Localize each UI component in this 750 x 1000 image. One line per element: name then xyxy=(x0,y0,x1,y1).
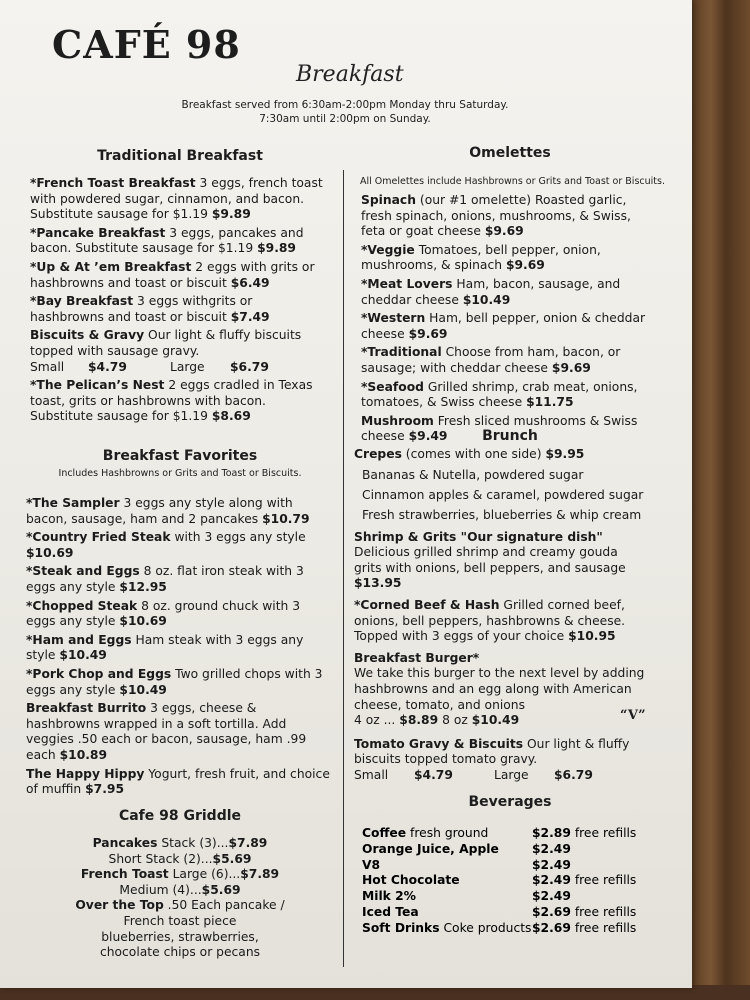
beverage-row: V8 $2.49 xyxy=(362,857,571,872)
corned-beef-item: *Corned Beef & Hash Grilled corned beef, onions, bell peppers, hashbrowns & cheese. Topped with 3 eggs of your choice $10.95 xyxy=(354,597,626,644)
griddle-ott-line3: blueberries, strawberries, xyxy=(101,929,259,944)
menu-item: *Up & At ’em Breakfast 2 eggs with grits or hashbrowns and toast or biscuit $6.49 xyxy=(30,259,315,290)
menu-item: *French Toast Breakfast 3 eggs, french toast with powdered sugar, cinnamon, and bacon. Substitute sausage for $1.19 $9.89 xyxy=(30,176,323,222)
beverage-row: Hot Chocolate $2.49 free refills xyxy=(362,873,637,888)
menu-item: *Chopped Steak 8 oz. ground chuck with 3 eggs any style $10.69 xyxy=(26,598,301,629)
griddle-over-the-top: Over the Top .50 Each pancake / xyxy=(75,898,285,913)
griddle-ott-line2: French toast piece xyxy=(123,913,237,928)
breakfast-burger-desc: We take this burger to the next level by adding hashbrowns and an egg along with American cheese, tomato, and onions xyxy=(354,666,645,712)
menu-item: *Pork Chop and Eggs Two grilled chops with 3 eggs any style $10.49 xyxy=(26,666,323,697)
beverage-row: Orange Juice, Apple $2.49 xyxy=(362,841,571,856)
menu-item: Breakfast Burrito 3 eggs, cheese & hashbrowns wrapped in a soft tortilla. Add veggies .50 each or bacon, sausage, ham .99 each $10.89 xyxy=(26,701,307,762)
shrimp-grits-item: Shrimp & Grits "Our signature dish" Delicious grilled shrimp and creamy gouda grits with onions, bell peppers, and sausage $13.95 xyxy=(354,529,626,591)
cafe-name: CAFÉ 98 xyxy=(52,22,241,67)
beverage-row: Soft Drinks Coke products$2.69 free refills xyxy=(362,920,637,935)
griddle-medium: Medium (4)...$5.69 xyxy=(119,882,241,897)
column-divider xyxy=(343,170,344,967)
favorites-heading: Breakfast Favorites xyxy=(102,448,258,464)
wood-table-edge xyxy=(690,0,750,1000)
menu-item: *Veggie Tomatoes, bell pepper, onion, mushrooms, & spinach $9.69 xyxy=(361,242,601,273)
beverage-row: Milk 2% $2.49 xyxy=(362,889,571,904)
omelettes-heading: Omelettes xyxy=(469,145,551,161)
menu-item: *The Sampler 3 eggs any style along with bacon, sausage, ham and 2 pancakes $10.79 xyxy=(26,496,310,526)
griddle-heading: Cafe 98 Griddle xyxy=(118,808,242,824)
crepes-item: Crepes (comes with one side) $9.95 xyxy=(354,447,585,461)
menu-item: *Country Fried Steak with 3 eggs any style $10.69 xyxy=(26,530,306,560)
brunch-list xyxy=(354,447,646,784)
omelettes-note: All Omelettes include Hashbrowns or Grits and Toast or Biscuits. xyxy=(360,176,665,187)
brunch-heading: Brunch xyxy=(482,428,538,444)
menu-title: Breakfast xyxy=(296,62,404,87)
menu-item: Biscuits & Gravy Our light & fluffy biscuits topped with sausage gravy. xyxy=(30,328,302,358)
menu-item: *Seafood Grilled shrimp, crab meat, onions, tomatoes, & Swiss cheese $11.75 xyxy=(361,379,638,410)
traditional-list xyxy=(30,176,330,428)
menu-item: *Traditional Choose from ham, bacon, or sausage; with cheddar cheese $9.69 xyxy=(361,345,621,375)
tomato-gravy-item: Tomato Gravy & Biscuits Our light & fluffy biscuits topped tomato gravy. xyxy=(354,736,630,767)
menu-item: *Steak and Eggs 8 oz. flat iron steak with 3 eggs any style $12.95 xyxy=(26,564,304,594)
beverages-list xyxy=(362,826,636,937)
vegetarian-mark: “V” xyxy=(620,708,646,723)
beverage-row: Coffee fresh ground $2.89 free refills xyxy=(362,826,637,840)
hours-line-1: Breakfast served from 6:30am-2:00pm Monday thru Saturday. xyxy=(181,99,509,111)
hours-line-2: 7:30am until 2:00pm on Sunday. xyxy=(259,113,431,125)
crepe-option: Cinnamon apples & caramel, powdered sugar xyxy=(362,487,644,502)
crepe-option: Bananas & Nutella, powdered sugar xyxy=(362,467,584,482)
griddle-short-stack: Short Stack (2)...$5.69 xyxy=(108,851,252,866)
favorites-list xyxy=(26,496,331,801)
menu-item: Spinach (our #1 omelette) Roasted garlic, fresh spinach, onions, mushrooms, & Swiss, feta or goat cheese $9.69 xyxy=(361,193,631,239)
menu-item: *Ham and Eggs Ham steak with 3 eggs any style $10.49 xyxy=(26,632,304,663)
menu-item: *Bay Breakfast 3 eggs withgrits or hashbrowns and toast or biscuit $7.49 xyxy=(30,294,270,324)
menu-item: Mushroom Fresh sliced mushrooms & Swiss cheese $9.49 xyxy=(361,413,638,444)
beverages-heading: Beverages xyxy=(468,794,552,810)
crepe-option: Fresh strawberries, blueberries & whip cream xyxy=(362,507,642,522)
griddle-list xyxy=(40,836,320,961)
breakfast-burger-sizes: 4 oz ... $8.89 8 oz $10.49 xyxy=(354,713,520,728)
favorites-note: Includes Hashbrowns or Grits and Toast or Biscuits. xyxy=(58,468,302,479)
crepe-options xyxy=(354,465,646,525)
hours-notice xyxy=(150,98,540,126)
menu-item: *The Pelican’s Nest 2 eggs cradled in Texas toast, grits or hashbrowns with bacon. Substitute sausage for $1.19 $8.69 xyxy=(30,378,313,424)
breakfast-burger-title: Breakfast Burger* xyxy=(354,650,480,665)
menu-item: *Pancake Breakfast 3 eggs, pancakes and bacon. Substitute sausage for $1.19 $9.89 xyxy=(30,225,304,256)
traditional-heading: Traditional Breakfast xyxy=(97,148,263,164)
menu-item: The Happy Hippy Yogurt, fresh fruit, and choice of muffin $7.95 xyxy=(26,766,330,797)
griddle-pancakes: Pancakes Stack (3)...$7.89 xyxy=(92,836,268,850)
menu-item: *Western Ham, bell pepper, onion & cheddar cheese $9.69 xyxy=(361,311,646,341)
biscuits-sizes: Small $4.79 Large $6.79 xyxy=(30,359,269,374)
griddle-ott-line4: chocolate chips or pecans xyxy=(99,945,261,960)
griddle-french-toast: French Toast Large (6)...$7.89 xyxy=(80,867,280,882)
tomato-gravy-sizes: Small $4.79 Large $6.79 xyxy=(354,767,593,782)
omelettes-list xyxy=(361,193,646,448)
menu-item: *Meat Lovers Ham, bacon, sausage, and cheddar cheese $10.49 xyxy=(361,276,621,307)
beverage-row: Iced Tea $2.69 free refills xyxy=(362,904,637,919)
